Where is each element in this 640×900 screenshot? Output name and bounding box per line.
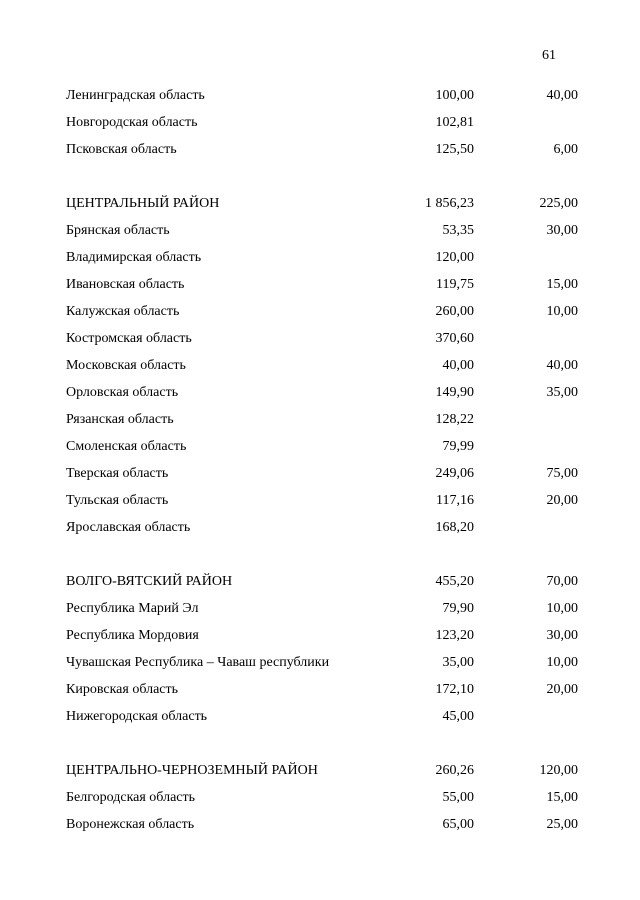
region-name: Калужская область [66,304,180,319]
value-column-1: 53,35 [442,223,474,238]
region-name: ЦЕНТРАЛЬНО-ЧЕРНОЗЕМНЫЙ РАЙОН [66,763,318,778]
table-row [0,356,640,383]
value-column-2: 10,00 [546,655,578,670]
table-row [0,761,640,788]
value-column-1: 370,60 [435,331,474,346]
value-column-1: 123,20 [435,628,474,643]
table-row [0,491,640,518]
region-name: Смоленская область [66,439,187,454]
value-column-1: 249,06 [435,466,474,481]
table-row [0,140,640,167]
region-name: Нижегородская область [66,709,208,724]
value-column-2: 225,00 [539,196,578,211]
value-column-2: 20,00 [546,682,578,697]
table-row [0,275,640,302]
region-name: Владимирская область [66,250,202,265]
value-column-1: 172,10 [435,682,474,697]
data-table [0,86,640,842]
value-column-1: 119,75 [436,277,474,292]
value-column-1: 120,00 [435,250,474,265]
table-row [0,707,640,734]
value-column-1: 117,16 [436,493,474,508]
section-spacer [0,545,640,572]
region-name: Тульская область [66,493,169,508]
value-column-1: 79,90 [442,601,474,616]
region-name: Чувашская Республика – Чаваш республики [66,655,330,670]
table-row [0,599,640,626]
region-name: Белгородская область [66,790,196,805]
region-name: ЦЕНТРАЛЬНЫЙ РАЙОН [66,196,220,211]
table-row [0,626,640,653]
value-column-2: 25,00 [546,817,578,832]
value-column-1: 35,00 [442,655,474,670]
section-spacer [0,167,640,194]
table-row [0,221,640,248]
region-name: Ленинградская область [66,88,205,103]
region-name: Московская область [66,358,186,373]
region-name: ВОЛГО-ВЯТСКИЙ РАЙОН [66,574,233,589]
table-row [0,518,640,545]
value-column-1: 1 856,23 [425,196,474,211]
table-row [0,383,640,410]
value-column-1: 100,00 [435,88,474,103]
table-row [0,113,640,140]
value-column-2: 75,00 [546,466,578,481]
table-row [0,464,640,491]
page-number: 61 [542,48,556,63]
table-row [0,194,640,221]
table-row [0,815,640,842]
value-column-2: 30,00 [546,223,578,238]
region-name: Брянская область [66,223,170,238]
region-name: Тверская область [66,466,169,481]
region-name: Орловская область [66,385,179,400]
region-name: Костромская область [66,331,192,346]
table-row [0,572,640,599]
section-spacer [0,734,640,761]
region-name: Рязанская область [66,412,174,427]
value-column-1: 55,00 [442,790,474,805]
value-column-2: 15,00 [546,277,578,292]
region-name: Псковская область [66,142,177,157]
table-row [0,302,640,329]
value-column-1: 45,00 [442,709,474,724]
region-name: Воронежская область [66,817,195,832]
value-column-1: 260,26 [435,763,474,778]
value-column-1: 40,00 [442,358,474,373]
region-name: Кировская область [66,682,179,697]
value-column-1: 149,90 [435,385,474,400]
region-name: Республика Марий Эл [66,601,199,616]
region-name: Республика Мордовия [66,628,199,643]
value-column-2: 40,00 [546,358,578,373]
value-column-2: 6,00 [553,142,578,157]
region-name: Ярославская область [66,520,191,535]
value-column-2: 120,00 [539,763,578,778]
table-row [0,653,640,680]
value-column-2: 35,00 [546,385,578,400]
value-column-1: 260,00 [435,304,474,319]
table-row [0,248,640,275]
value-column-1: 102,81 [435,115,474,130]
value-column-1: 79,99 [442,439,474,454]
value-column-1: 125,50 [435,142,474,157]
value-column-1: 455,20 [435,574,474,589]
table-row [0,86,640,113]
value-column-2: 15,00 [546,790,578,805]
table-row [0,680,640,707]
table-row [0,788,640,815]
table-row [0,410,640,437]
value-column-2: 40,00 [546,88,578,103]
value-column-2: 70,00 [546,574,578,589]
table-row [0,437,640,464]
value-column-1: 65,00 [442,817,474,832]
region-name: Ивановская область [66,277,185,292]
value-column-2: 30,00 [546,628,578,643]
value-column-2: 10,00 [546,304,578,319]
value-column-2: 20,00 [546,493,578,508]
value-column-1: 128,22 [435,412,474,427]
value-column-2: 10,00 [546,601,578,616]
value-column-1: 168,20 [435,520,474,535]
table-row [0,329,640,356]
region-name: Новгородская область [66,115,198,130]
